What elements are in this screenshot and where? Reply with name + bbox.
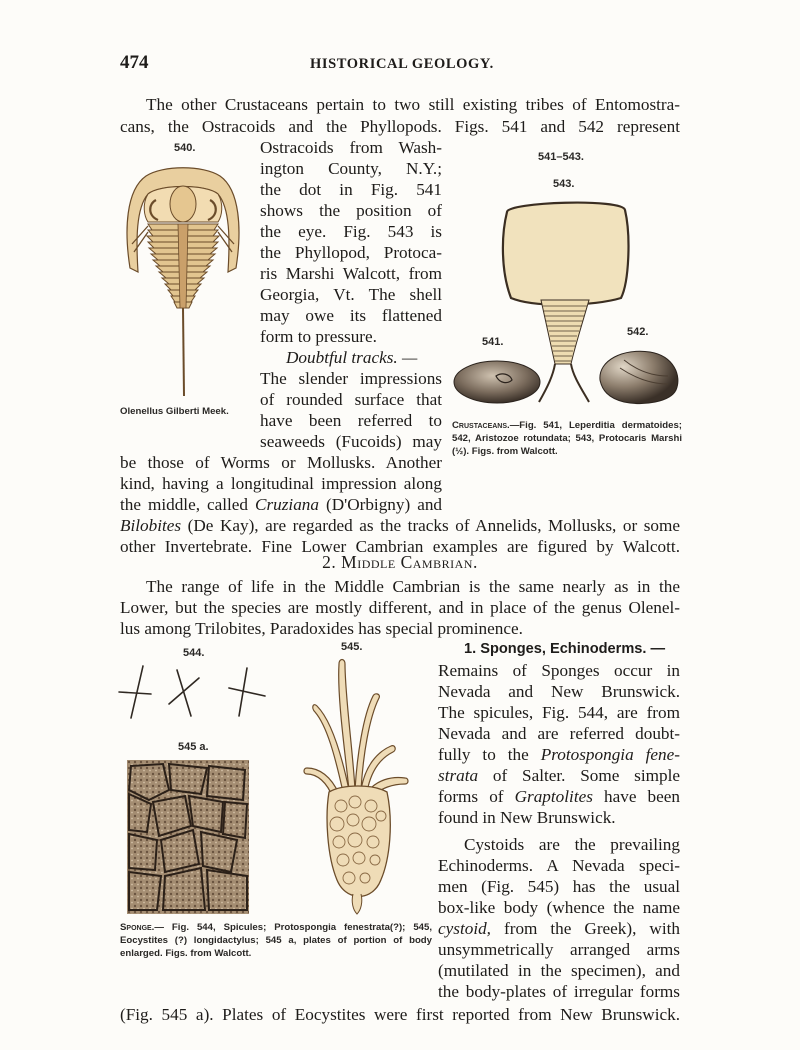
intro-wrap-line-8: Georgia, Vt. The shell — [260, 285, 442, 304]
cystoids-line-5: cystoid, from the Greek), with — [438, 919, 680, 938]
fig-541-543-caption: Crustaceans.—Fig. 541, Leperditia dermatoides; 542, Aristozoe rotundata; 543, Protocaris Marshi (½). Figs. from Walcott. — [452, 420, 682, 457]
doubtful-wrap-line-4: seaweeds (Fucoids) may — [260, 432, 442, 451]
fig-544-label: 544. — [183, 647, 205, 659]
sponges-line-7: forms of Graptolites have been — [438, 787, 680, 806]
fig-545-label: 545. — [341, 641, 363, 653]
section-para-line-2: Lower, but the species are mostly different, and in place of the genus Olenel- — [120, 598, 680, 617]
sponges-line-2: Nevada and New Brunswick. — [438, 682, 680, 701]
intro-wrap-line-2: ington County, N.Y.; — [260, 159, 442, 178]
intro-wrap-line-3: the dot in Fig. 541 — [260, 180, 442, 199]
doubtful-wrap-line-1: The slender impressions — [260, 369, 442, 388]
intro-wrap-line-4: shows the position of — [260, 201, 442, 220]
intro-wrap-line-6: the Phyllopod, Protoca- — [260, 243, 442, 262]
sponges-line-4: Nevada and are referred doubt- — [438, 724, 680, 743]
intro-line-2: cans, the Ostracoids and the Phyllopods. Figs. 541 and 542 represent — [120, 117, 680, 136]
intro-wrap-line-5: the eye. Fig. 543 is — [260, 222, 442, 241]
cystoids-line-4: box-like body (whence the name — [438, 898, 680, 917]
sponges-line-8: found in New Brunswick. — [438, 808, 616, 827]
section-para-line-1: The range of life in the Middle Cambrian is the same nearly as in the — [146, 577, 680, 596]
spicules-figure — [115, 660, 275, 722]
sponge-caption: Sponge.— Fig. 544, Spicules; Protospongia fenestrata(?); 545, Eocystites (?) longidactylus; 545 a, plates of portion of body enlarged. Figs. from Walcott. — [120, 922, 432, 959]
cystoids-line-2: Echinoderms. A Nevada speci- — [438, 856, 680, 875]
sponges-heading: 1. Sponges, Echinoderms. — — [464, 641, 666, 657]
intro-wrap-line-9: may owe its flattened — [260, 306, 442, 325]
doubtful-line-b: kind, having a longitudinal impression along — [120, 474, 442, 493]
fig-540-caption: Olenellus Gilberti Meek. — [120, 406, 229, 417]
fig-542-label: 542. — [627, 326, 649, 338]
page-number: 474 — [120, 52, 149, 73]
doubtful-line-c: the middle, called Cruziana (D'Orbigny) and — [120, 495, 443, 514]
section-heading: 2. Middle Cambrian. — [322, 552, 478, 572]
sponges-line-5: fully to the Protospongia fene- — [438, 745, 680, 764]
doubtful-heading: Doubtful tracks. — — [286, 348, 418, 367]
sponges-line-6: strata of Salter. Some simple — [438, 766, 680, 785]
intro-wrap-line-7: ris Marshi Walcott, from — [260, 264, 442, 283]
intro-line-1: The other Crustaceans pertain to two still existing tribes of Entomostra- — [146, 95, 680, 114]
trilobite-figure — [118, 160, 248, 400]
fig-543-label: 543. — [553, 178, 575, 190]
eocystites-figure — [295, 656, 425, 918]
cystoids-line-8: the body-plates of irregular forms — [438, 982, 680, 1001]
cystoids-line-1: Cystoids are the prevailing — [464, 835, 680, 854]
cystoids-line-6: unsymmetrically arranged arms — [438, 940, 680, 959]
intro-wrap-line-1: Ostracoids from Wash- — [260, 138, 442, 157]
sponges-line-3: The spicules, Fig. 544, are from — [438, 703, 680, 722]
doubtful-line-e: other Invertebrate. Fine Lower Cambrian examples are figured by Walcott. — [120, 537, 680, 556]
section-para-line-3: lus among Trilobites, Paradoxides has special prominence. — [120, 619, 523, 638]
leperditia-figure — [452, 358, 542, 406]
doubtful-wrap-line-3: have been referred to — [260, 411, 442, 430]
fig-541-label: 541. — [482, 336, 504, 348]
fig-540-label: 540. — [174, 142, 196, 154]
intro-wrap-line-10: form to pressure. — [260, 327, 377, 346]
doubtful-line-a: be those of Worms or Mollusks. Another — [120, 453, 442, 472]
cystoids-line-7: (mutilated in the specimen), and — [438, 961, 680, 980]
fig-541-543-label: 541–543. — [538, 151, 584, 163]
doubtful-line-d: Bilobites (De Kay), are regarded as the tracks of Annelids, Mollusks, or some — [120, 516, 680, 535]
cystoids-line-3: men (Fig. 545) has the usual — [438, 877, 680, 896]
doubtful-wrap-line-2: of rounded surface that — [260, 390, 442, 409]
running-title: HISTORICAL GEOLOGY. — [310, 56, 494, 72]
plates-figure — [127, 760, 249, 914]
fig-545a-label: 545 a. — [178, 741, 209, 753]
sponges-line-1: Remains of Sponges occur in — [438, 661, 680, 680]
aristozoe-figure — [594, 346, 684, 408]
cystoids-final-line: (Fig. 545 a). Plates of Eocystites were first reported from New Brunswick. — [120, 1005, 680, 1024]
